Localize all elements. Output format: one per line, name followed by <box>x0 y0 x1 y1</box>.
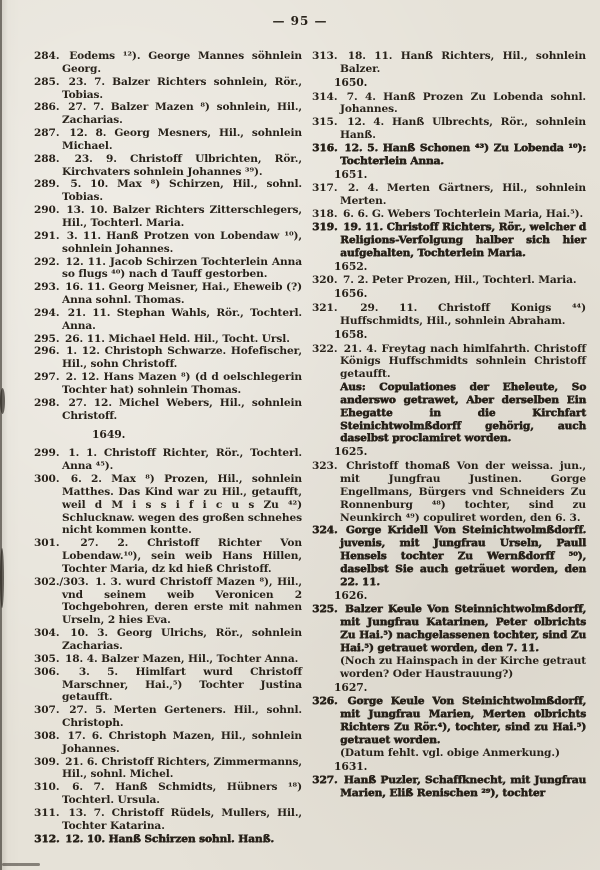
entry-text: Gorge Kridell Von Steinichtwolmßdorff. juvenis, mit Jungfrau Urseln, Paull Hensels tochter Zu Wernßdorff ⁵⁰), daselbst Sie auch geträuet worden, den 22. 11. <box>340 524 586 588</box>
scan-smudge <box>2 863 40 866</box>
entry-text: 27. 5. Merten Gerteners. Hil., sohnl. Christoph. <box>62 704 302 730</box>
register-entry <box>34 204 302 230</box>
register-entry <box>312 524 586 588</box>
entry-number: 289. <box>34 178 69 191</box>
register-entry <box>312 91 586 117</box>
entry-text: 12. 10. Hanß Schirzen sohnl. Hanß. <box>65 832 274 845</box>
register-entry <box>312 302 586 328</box>
entry-number: 294. <box>34 306 66 319</box>
entry-number: 296. <box>34 345 65 358</box>
entry-text: 23. 7. Balzer Richters sohnlein, Rör., Tobias. <box>62 75 302 101</box>
entry-text: 17. 6. Christoph Mazen, Hil., sohnlein Johannes. <box>62 729 302 755</box>
note-paragraph <box>312 381 586 445</box>
entry-text: 10. 3. Georg Ulrichs, Rör., sohnlein Zacharias. <box>62 627 302 652</box>
scan-smudge <box>0 548 4 608</box>
entry-text: 1. 12. Christoph Schwarze. Hofefischer, Hil., sohn Christoff. <box>62 345 302 371</box>
entry-text: 26. 11. Michael Held. Hil., Tocht. Ursl. <box>65 332 290 345</box>
year-label: 1656. <box>334 287 368 301</box>
entry-text: 13. 7. Christoff Rüdels, Mullers, Hil., Tochter Katarina. <box>62 806 302 832</box>
year-heading <box>92 429 302 442</box>
entry-number: 305. <box>34 652 63 665</box>
entry-text: 2. 4. Merten Gärtners, Hil., sohnlein Merten. <box>340 182 586 208</box>
year-heading <box>334 329 586 342</box>
entry-text: 21. 11. Stephan Wahls, Rör., Tochterl. Anna. <box>62 306 302 332</box>
entry-number: 314. <box>312 90 345 103</box>
entry-text: 27. 2. Christoff Richter Von Lobendaw.¹⁰), sein weib Hans Hillen, Tochter Maria, dz kd hieß Christoff. <box>62 537 302 575</box>
entry-text: 16. 11. Georg Meisner, Hai., Eheweib (?) Anna sohnl. Thomas. <box>62 281 302 307</box>
entry-text: (Datum fehlt. vgl. obige Anmerkung.) <box>340 746 560 759</box>
entry-number: 323. <box>312 460 345 473</box>
entry-number: 324. <box>312 524 344 537</box>
register-entry <box>34 807 302 833</box>
entry-text: 23. 9. Christoff Ulbrichten, Rör., Kirchvaters sohnlein Johannes ³⁹). <box>62 152 302 178</box>
year-label: 1658. <box>334 327 368 341</box>
entry-text: 12. 11. Jacob Schirzen Tochterlein Anna so flugs ⁴⁰) nach d Tauff gestorben. <box>62 255 302 281</box>
entry-text: Hanß Puzler, Schaffknecht, mit Jungfrau Marien, Eliß Renischen ²⁹), tochter <box>340 774 586 800</box>
year-heading <box>334 261 586 274</box>
left-column <box>34 50 302 845</box>
entry-text: 27. 7. Balzer Mazen ⁸) sohnlein, Hil., Zacharias. <box>62 101 302 127</box>
entry-text: 1. 1. Christoff Richter, Rör., Tochterl. Anna ⁴⁵). <box>62 447 302 473</box>
register-entry <box>312 50 586 76</box>
entry-number: 290. <box>34 204 65 217</box>
register-entry <box>34 153 302 179</box>
entry-number: 287. <box>34 127 68 140</box>
entry-number: 326. <box>312 695 346 708</box>
entry-number: 301. <box>34 537 79 550</box>
entry-number: 295. <box>34 332 63 345</box>
register-entry <box>34 230 302 256</box>
entry-number: 315. <box>312 116 346 129</box>
entry-text: 3. 11. Hanß Protzen von Lobendaw ¹⁰), sohnlein Johannes. <box>62 229 302 255</box>
entry-number: 292. <box>34 255 64 268</box>
entry-number: 327. <box>312 774 342 787</box>
entry-text: 19. 11. Christoff Richters, Rör., welcher d Religions-Verfolgung halber sich hier aufgehalten, Tochterlein Maria. <box>340 220 586 259</box>
entry-number: 299. <box>34 447 67 460</box>
entry-number: 307. <box>34 704 68 717</box>
entry-text: 12. 4. Hanß Ulbrechts, Rör., sohnlein Hanß. <box>340 116 586 142</box>
register-entry <box>34 127 302 153</box>
year-heading <box>334 169 586 182</box>
entry-number: 322. <box>312 342 342 355</box>
register-entry <box>312 695 586 746</box>
year-heading <box>334 590 586 603</box>
entry-text: 1. 3. wurd Christoff Mazen ⁸), Hil., vnd seinem weib Veronicen 2 Tochgebohren, deren erste mit nahmen Urseln, 2 hies Eva. <box>62 575 302 627</box>
entry-number: 318. <box>312 208 341 221</box>
entry-text: 21. 6. Christoff Richters, Zimmermanns, Hil., sohnl. Michel. <box>62 755 302 781</box>
register-entry <box>312 274 586 287</box>
entry-number: 319. <box>312 220 341 233</box>
entry-text: 12. 5. Hanß Schonen ⁴³) Zu Lobenda ¹⁰): Tochterlein Anna. <box>340 141 586 167</box>
register-entry <box>34 833 302 846</box>
register-entry <box>34 307 302 333</box>
register-entry <box>312 182 586 208</box>
register-entry <box>34 627 302 653</box>
year-label: 1626. <box>334 588 368 602</box>
note-paragraph <box>312 655 586 681</box>
entry-number: 312. <box>34 832 63 845</box>
entry-number: 325. <box>312 603 343 616</box>
register-entry <box>34 447 302 473</box>
year-heading <box>334 682 586 695</box>
entry-number: 309. <box>34 755 64 768</box>
entry-text: 2. 12. Hans Mazen ⁸) (d d oelschlegerin Tochter hat) sohnlein Thomas. <box>62 371 302 396</box>
entry-number: 306. <box>34 665 77 678</box>
entry-text: 21. 4. Freytag nach himlfahrth. Christoff Königs Huffschmidts sohnlein Christoff getaufft. <box>340 342 586 381</box>
entry-number: 285. <box>34 75 67 88</box>
register-entry <box>34 256 302 282</box>
entry-number: 320. <box>312 274 341 287</box>
register-entry <box>34 397 302 423</box>
entry-text: Gorge Keule Von Steinichtwolmßdorff, mit Jungfrau Marien, Merten olbrichts Richters Zu Rör.⁴), tochter, sind zu Hai.⁵) getrauet worden. <box>340 695 586 746</box>
entry-number: 288. <box>34 152 73 165</box>
entry-text: Aus: Copulationes der Eheleute, So anderswo getrawet, Aber derselben Ein Ehegatte in die Kirchfart Steinichtwolmßdorff gehörig, auch daselbst proclamiret worden. <box>340 381 586 445</box>
entry-number: 304. <box>34 627 69 640</box>
entry-text: 18. 4. Balzer Mazen, Hil., Tochter Anna. <box>65 652 299 665</box>
register-entry <box>34 576 302 627</box>
entry-text: 6. 7. Hanß Schmidts, Hübners ¹⁸) Tochterl. Ursula. <box>62 781 303 807</box>
note-paragraph <box>312 747 586 760</box>
register-entry <box>34 333 302 346</box>
entry-text: 12. 8. Georg Mesners, Hil., sohnlein Michael. <box>62 127 302 152</box>
entry-number: 291. <box>34 229 65 242</box>
entry-number: 316. <box>312 141 343 154</box>
year-label: 1650. <box>334 75 368 89</box>
register-entry <box>312 603 586 654</box>
register-entry <box>34 666 302 705</box>
register-entry <box>34 537 302 576</box>
register-entry <box>34 178 302 204</box>
register-entry <box>34 50 302 76</box>
entry-number: 302./303. <box>34 575 94 588</box>
entry-text: 5. 10. Max ⁸) Schirzen, Hil., sohnl. Tobias. <box>62 178 302 204</box>
entry-text: 27. 12. Michel Webers, Hil., sohnlein Christoff. <box>62 396 302 422</box>
register-entry <box>34 653 302 666</box>
page-number: — 95 — <box>272 14 328 28</box>
register-entry <box>34 101 302 127</box>
register-entry <box>34 345 302 371</box>
entry-number: 313. <box>312 50 346 62</box>
entry-number: 284. <box>34 50 68 62</box>
register-entry <box>312 142 586 168</box>
entry-number: 286. <box>34 101 67 114</box>
register-entry <box>34 473 302 537</box>
year-heading <box>334 761 586 774</box>
year-label: 1652. <box>334 259 368 273</box>
entry-text: (Noch zu Hainspach in der Kirche getraut worden? Oder Haustrauung?) <box>340 654 586 680</box>
entry-text: Christoff thomaß Von der weissa. jun., mit Jungfrau Justinen. Gorge Engellmans, Bürgers vnd Schneiders Zu Ronnenburg ⁴⁸) tochter, sind zu Neunkirch ⁴⁹) copuliret worden, den 6. 3. <box>340 460 586 524</box>
entry-text: 7. 2. Peter Prozen, Hil., Tochterl. Maria. <box>343 274 577 287</box>
year-label: 1631. <box>334 759 368 773</box>
entry-text: 3. 5. Himlfart wurd Christoff Marschner, Hai.,⁵) Tochter Justina getaufft. <box>62 665 302 704</box>
entry-text: 13. 10. Balzer Richters Zitterschlegers, Hil., Tochterl. Maria. <box>62 204 302 229</box>
year-heading <box>334 446 586 459</box>
entry-number: 311. <box>34 806 67 819</box>
year-label: 1627. <box>334 680 368 694</box>
entry-number: 317. <box>312 182 347 195</box>
register-entry <box>312 116 586 142</box>
register-entry <box>34 756 302 782</box>
entry-text: 7. 4. Hanß Prozen Zu Lobenda sohnl. Johannes. <box>340 90 586 116</box>
entry-number: 297. <box>34 371 64 384</box>
register-entry <box>312 221 586 260</box>
entry-text: Balzer Keule Von Steinnichtwolmßdorff, mit Jungfrau Katarinen, Peter olbrichts Zu Hai.⁵) nachgelassenen tochter, sind Zu Hai.⁵) getrauet worden, den 7. 11. <box>340 603 586 654</box>
scan-smudge <box>0 388 5 414</box>
register-entry <box>34 704 302 730</box>
register-entry <box>312 774 586 800</box>
entry-number: 298. <box>34 396 67 409</box>
entry-text: 6. 2. Max ⁸) Prozen, Hil., sohnlein Matthes. Das Kind war zu Hil., getaufft, weil d M i s s i f i c u s Zu ⁴²) Schlucknaw. wegen des großen schnehes nicht kommen kontte. <box>62 473 303 537</box>
year-label: 1649. <box>92 428 126 442</box>
register-entry <box>34 281 302 307</box>
entry-number: 321. <box>312 302 359 315</box>
register-entry <box>312 343 586 382</box>
entry-text: Eodems ¹²). George Mannes söhnlein Georg. <box>62 50 302 75</box>
register-entry <box>34 730 302 756</box>
entry-text: 29. 11. Christoff Konigs ⁴⁴) Huffschmidts, Hil., sohnlein Abraham. <box>340 302 586 327</box>
register-entry <box>34 371 302 397</box>
register-entry <box>34 76 302 102</box>
scan-edge-artifact <box>0 0 2 870</box>
entry-number: 293. <box>34 281 64 294</box>
entry-number: 300. <box>34 473 69 485</box>
entry-number: 308. <box>34 729 66 742</box>
right-column <box>312 50 586 800</box>
year-heading <box>334 77 586 90</box>
year-label: 1651. <box>334 167 368 181</box>
year-label: 1625. <box>334 445 368 459</box>
entry-text: 18. 11. Hanß Richters, Hil., sohnlein Balzer. <box>340 50 587 75</box>
register-entry <box>312 460 586 524</box>
entry-number: 310. <box>34 781 71 794</box>
register-entry <box>312 208 586 221</box>
entry-text: 6. 6. G. Webers Tochterlein Maria, Hai.⁵). <box>343 208 584 221</box>
year-heading <box>334 288 586 301</box>
register-entry <box>34 781 302 807</box>
